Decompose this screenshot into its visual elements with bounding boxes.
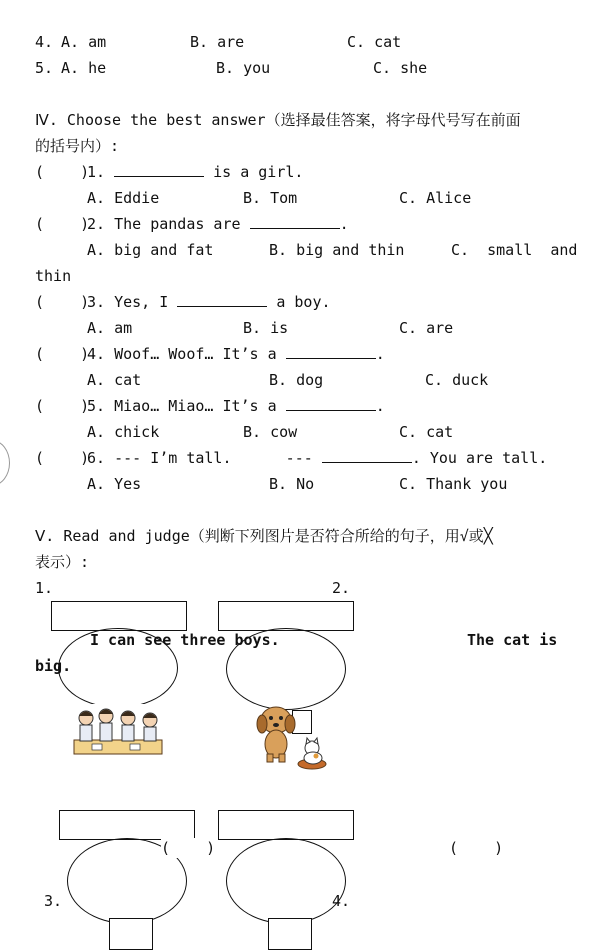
answer-paren[interactable]: ( ): [35, 345, 90, 363]
answer-paren-a[interactable]: ( ): [161, 839, 216, 857]
q4-option-c: C. cat: [347, 33, 402, 51]
q5-option-a: A. he: [61, 59, 107, 77]
question-6: 6. --- I’m tall. --- . You are tall.: [87, 449, 548, 467]
q5-option-c: C. she: [373, 59, 428, 77]
answer-paren-b[interactable]: ( ): [449, 839, 504, 857]
sentence-2-part2: big.: [35, 657, 72, 675]
question-2: 2. The pandas are .: [87, 215, 349, 233]
q6-option-b: B. No: [269, 475, 315, 493]
q1-option-a: A. Eddie: [87, 189, 160, 207]
sentence-1: I can see three boys.: [90, 631, 280, 649]
q6-option-a: A. Yes: [87, 475, 142, 493]
dog-and-cat-picture: [252, 704, 332, 772]
margin-circle: [0, 440, 10, 486]
q5b-option-b: B. cow: [243, 423, 298, 441]
q2-option-a: A. big and fat: [87, 241, 214, 259]
answer-paren[interactable]: ( ): [35, 293, 90, 311]
q1-option-b: B. Tom: [243, 189, 298, 207]
question-1: 1. is a girl.: [87, 163, 304, 181]
q2-option-c-wrap: thin: [35, 267, 72, 285]
item-number-1: 1.: [35, 579, 54, 597]
answer-blank[interactable]: [114, 162, 204, 177]
answer-blank[interactable]: [322, 448, 412, 463]
answer-box-3[interactable]: [59, 810, 195, 840]
question-5: 5. Miao… Miao… It’s a .: [87, 397, 385, 415]
q4-option-b: B. are: [190, 33, 245, 51]
q4b-option-c: C. duck: [425, 371, 489, 389]
question-3: 3. Yes, I a boy.: [87, 293, 331, 311]
answer-blank[interactable]: [177, 292, 267, 307]
item-number-4: 4.: [332, 892, 351, 910]
q3-option-b: B. is: [243, 319, 289, 337]
q2-option-c: C. small and: [451, 241, 578, 259]
answer-blank[interactable]: [286, 344, 376, 359]
section4-title-line1: Ⅳ. Choose the best answer（选择最佳答案，将字母代号写在前面: [35, 111, 521, 129]
sentence-2-part1: The cat is: [467, 631, 558, 649]
item-number-2: 2.: [332, 579, 351, 597]
answer-box-4[interactable]: [218, 810, 354, 840]
answer-blank[interactable]: [286, 396, 376, 411]
q3-option-c: C. are: [399, 319, 454, 337]
q4b-option-b: B. dog: [269, 371, 324, 389]
q4b-option-a: A. cat: [87, 371, 142, 389]
section4-title-line2: 的括号内）:: [35, 137, 120, 155]
section5-title-line1: Ⅴ. Read and judge（判断下列图片是否符合所给的句子，用√或╳: [35, 527, 493, 545]
answer-paren[interactable]: ( ): [35, 449, 90, 467]
picture-frame-4: [268, 918, 312, 950]
q6-option-c: C. Thank you: [399, 475, 508, 493]
q2-option-b: B. big and thin: [269, 241, 405, 259]
answer-paren[interactable]: ( ): [35, 163, 90, 181]
answer-box-1[interactable]: [51, 601, 187, 631]
item-number-3: 3.: [44, 892, 63, 910]
answer-paren[interactable]: ( ): [35, 397, 90, 415]
picture-frame-3: [109, 918, 153, 950]
answer-box-2[interactable]: [218, 601, 354, 631]
three-boys-picture: [72, 704, 164, 762]
q5b-option-c: C. cat: [399, 423, 454, 441]
q1-option-c: C. Alice: [399, 189, 472, 207]
q3-option-a: A. am: [87, 319, 133, 337]
section5-title-line2: 表示）:: [35, 553, 90, 571]
answer-blank[interactable]: [250, 214, 340, 229]
question-4: 4. Woof… Woof… It’s a .: [87, 345, 385, 363]
q4-number: 4.: [35, 33, 54, 51]
q4-option-a: A. am: [61, 33, 107, 51]
speech-oval-4: [226, 838, 346, 924]
answer-paren[interactable]: ( ): [35, 215, 90, 233]
q5b-option-a: A. chick: [87, 423, 160, 441]
q5-number: 5.: [35, 59, 54, 77]
q5-option-b: B. you: [216, 59, 271, 77]
